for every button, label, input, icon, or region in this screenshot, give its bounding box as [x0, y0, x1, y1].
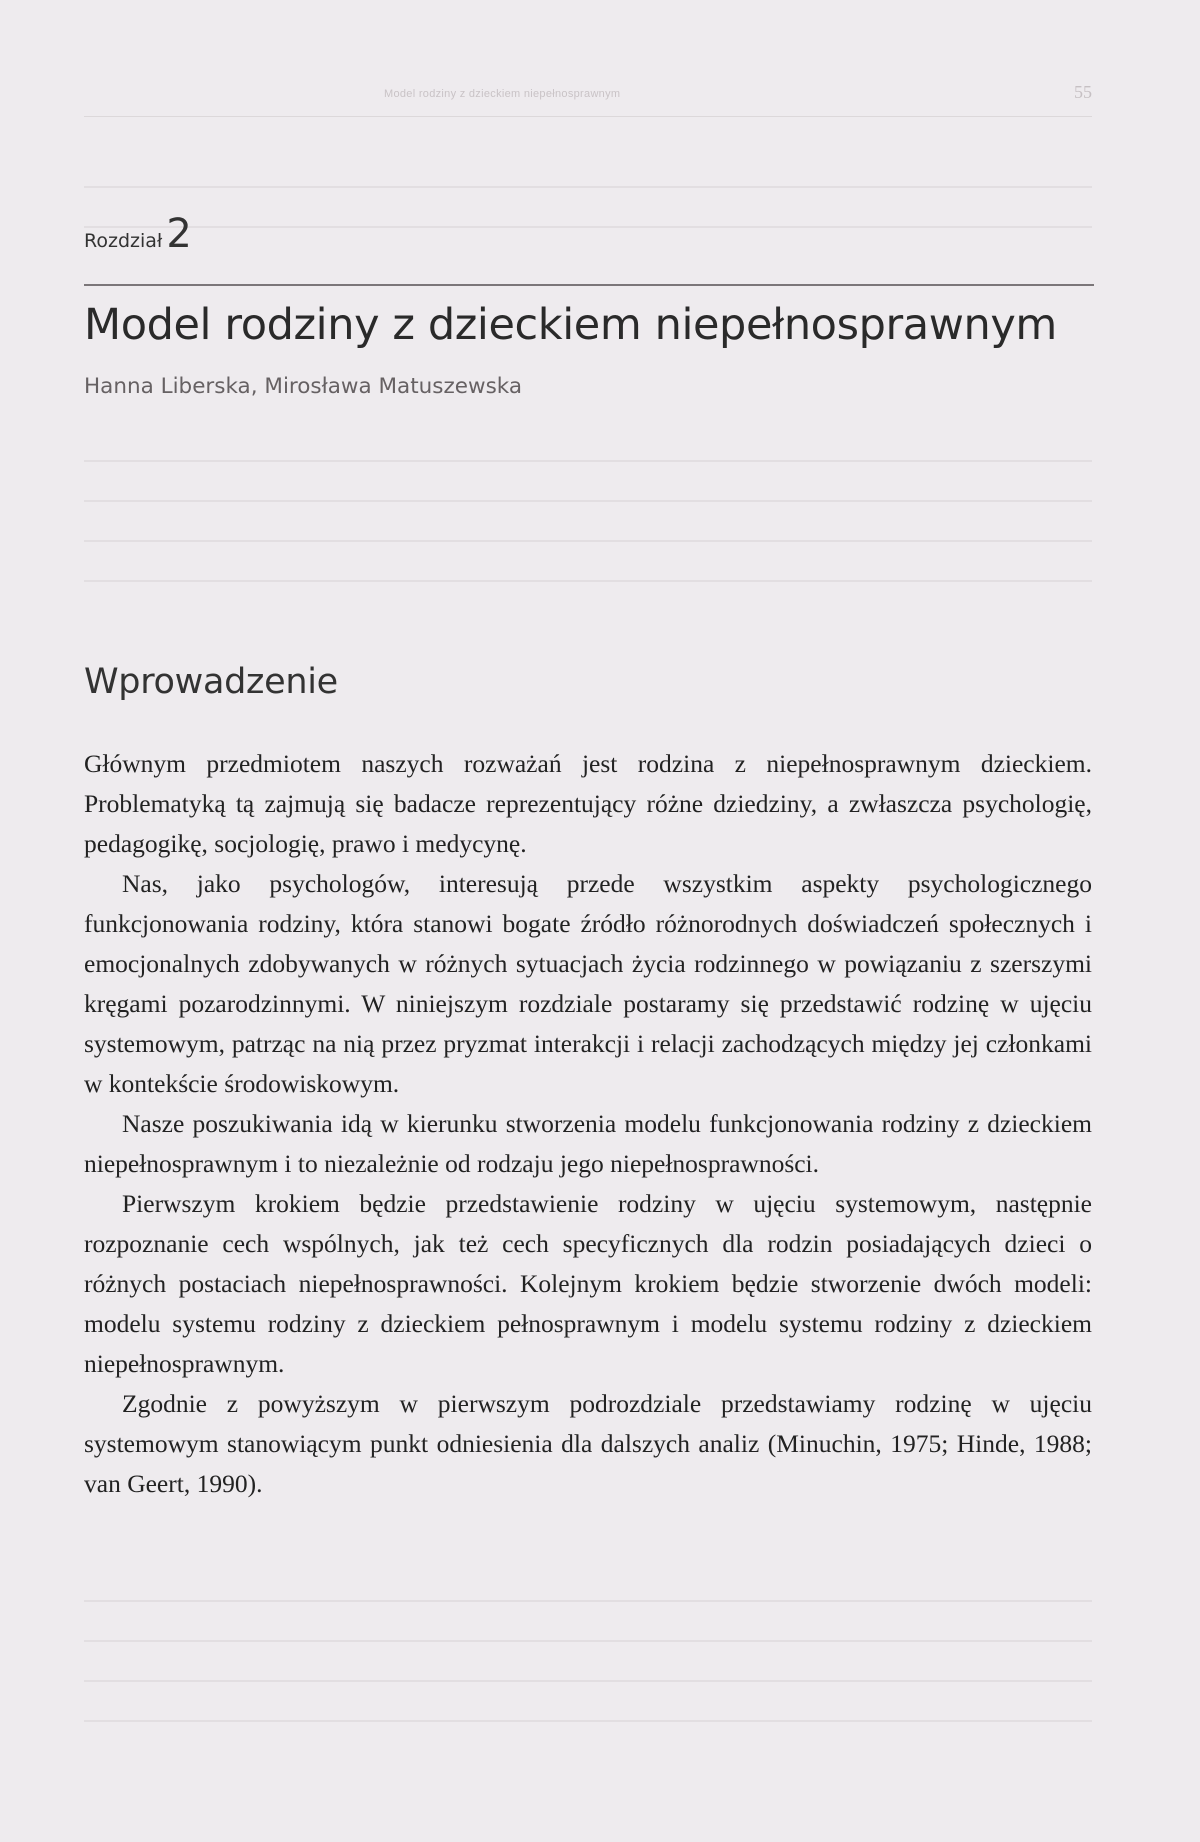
page-number: 55 [1074, 82, 1092, 102]
running-header-title: Model rodziny z dzieckiem niepełnosprawnym [384, 88, 621, 100]
section-heading: Wprowadzenie [84, 662, 338, 702]
chapter-word: Rozdział [84, 230, 163, 252]
bleed-through-line [84, 226, 1092, 228]
chapter-divider [84, 284, 1094, 286]
bleed-through-line [84, 186, 1092, 188]
bleed-through-line [84, 580, 1092, 582]
paragraph: Zgodnie z powyższym w pierwszym podrozdziale przedstawiamy rodzinę w ujęciu systemowym stanowiącym punkt odniesienia dla dalszych analiz (Minuchin, 1975; Hinde, 1988; van Geert, 1990). [84, 1389, 1092, 1498]
bleed-through-line [84, 500, 1092, 502]
bleed-through-line [84, 1600, 1092, 1602]
bleed-through-line [84, 1680, 1092, 1682]
chapter-label [84, 211, 192, 257]
bleed-through-line [84, 540, 1092, 542]
body-text [84, 744, 1092, 1504]
paragraph: Nas, jako psychologów, interesują przede wszystkim aspekty psychologicznego funkcjonowania rodziny, która stanowi bogate źródło różnorodnych doświadczeń społecznych i emocjonalnych zdobywanych w różnych sytuacjach życia rodzinnego w powiązaniu z szerszymi kręgami pozarodzinnymi. W niniejszym rozdziale postaramy się przedstawić rodzinę w ujęciu systemowym, patrząc na nią przez pryzmat interakcji i relacji zachodzących między jej członkami w kontekście środowiskowym. [84, 869, 1092, 1098]
running-header [84, 76, 1092, 117]
chapter-number: 2 [166, 211, 192, 257]
paragraph: Nasze poszukiwania idą w kierunku stworzenia modelu funkcjonowania rodziny z dzieckiem niepełnosprawnym i to niezależnie od rodzaju jego niepełnosprawności. [84, 1109, 1092, 1178]
paragraph: Pierwszym krokiem będzie przedstawienie rodziny w ujęciu systemowym, następnie rozpoznanie cech wspólnych, jak też cech specyficznych dla rodzin posiadających dzieci o różnych postaciach niepełnosprawności. Kolejnym krokiem będzie stworzenie dwóch modeli: modelu systemu rodziny z dzieckiem pełnosprawnym i modelu systemu rodziny z dzieckiem niepełnosprawnym. [84, 1189, 1092, 1378]
bleed-through-line [84, 460, 1092, 462]
bleed-through-line [84, 1640, 1092, 1642]
chapter-title: Model rodziny z dzieckiem niepełnosprawnym [84, 300, 1057, 350]
bleed-through-line [84, 1720, 1092, 1722]
chapter-authors: Hanna Liberska, Mirosława Matuszewska [84, 374, 523, 399]
paragraph: Głównym przedmiotem naszych rozważań jest rodzina z niepełnosprawnym dzieckiem. Problematyką tą zajmują się badacze reprezentujący różne dziedziny, a zwłaszcza psychologię, pedagogikę, socjologię, prawo i medycynę. [84, 749, 1092, 858]
